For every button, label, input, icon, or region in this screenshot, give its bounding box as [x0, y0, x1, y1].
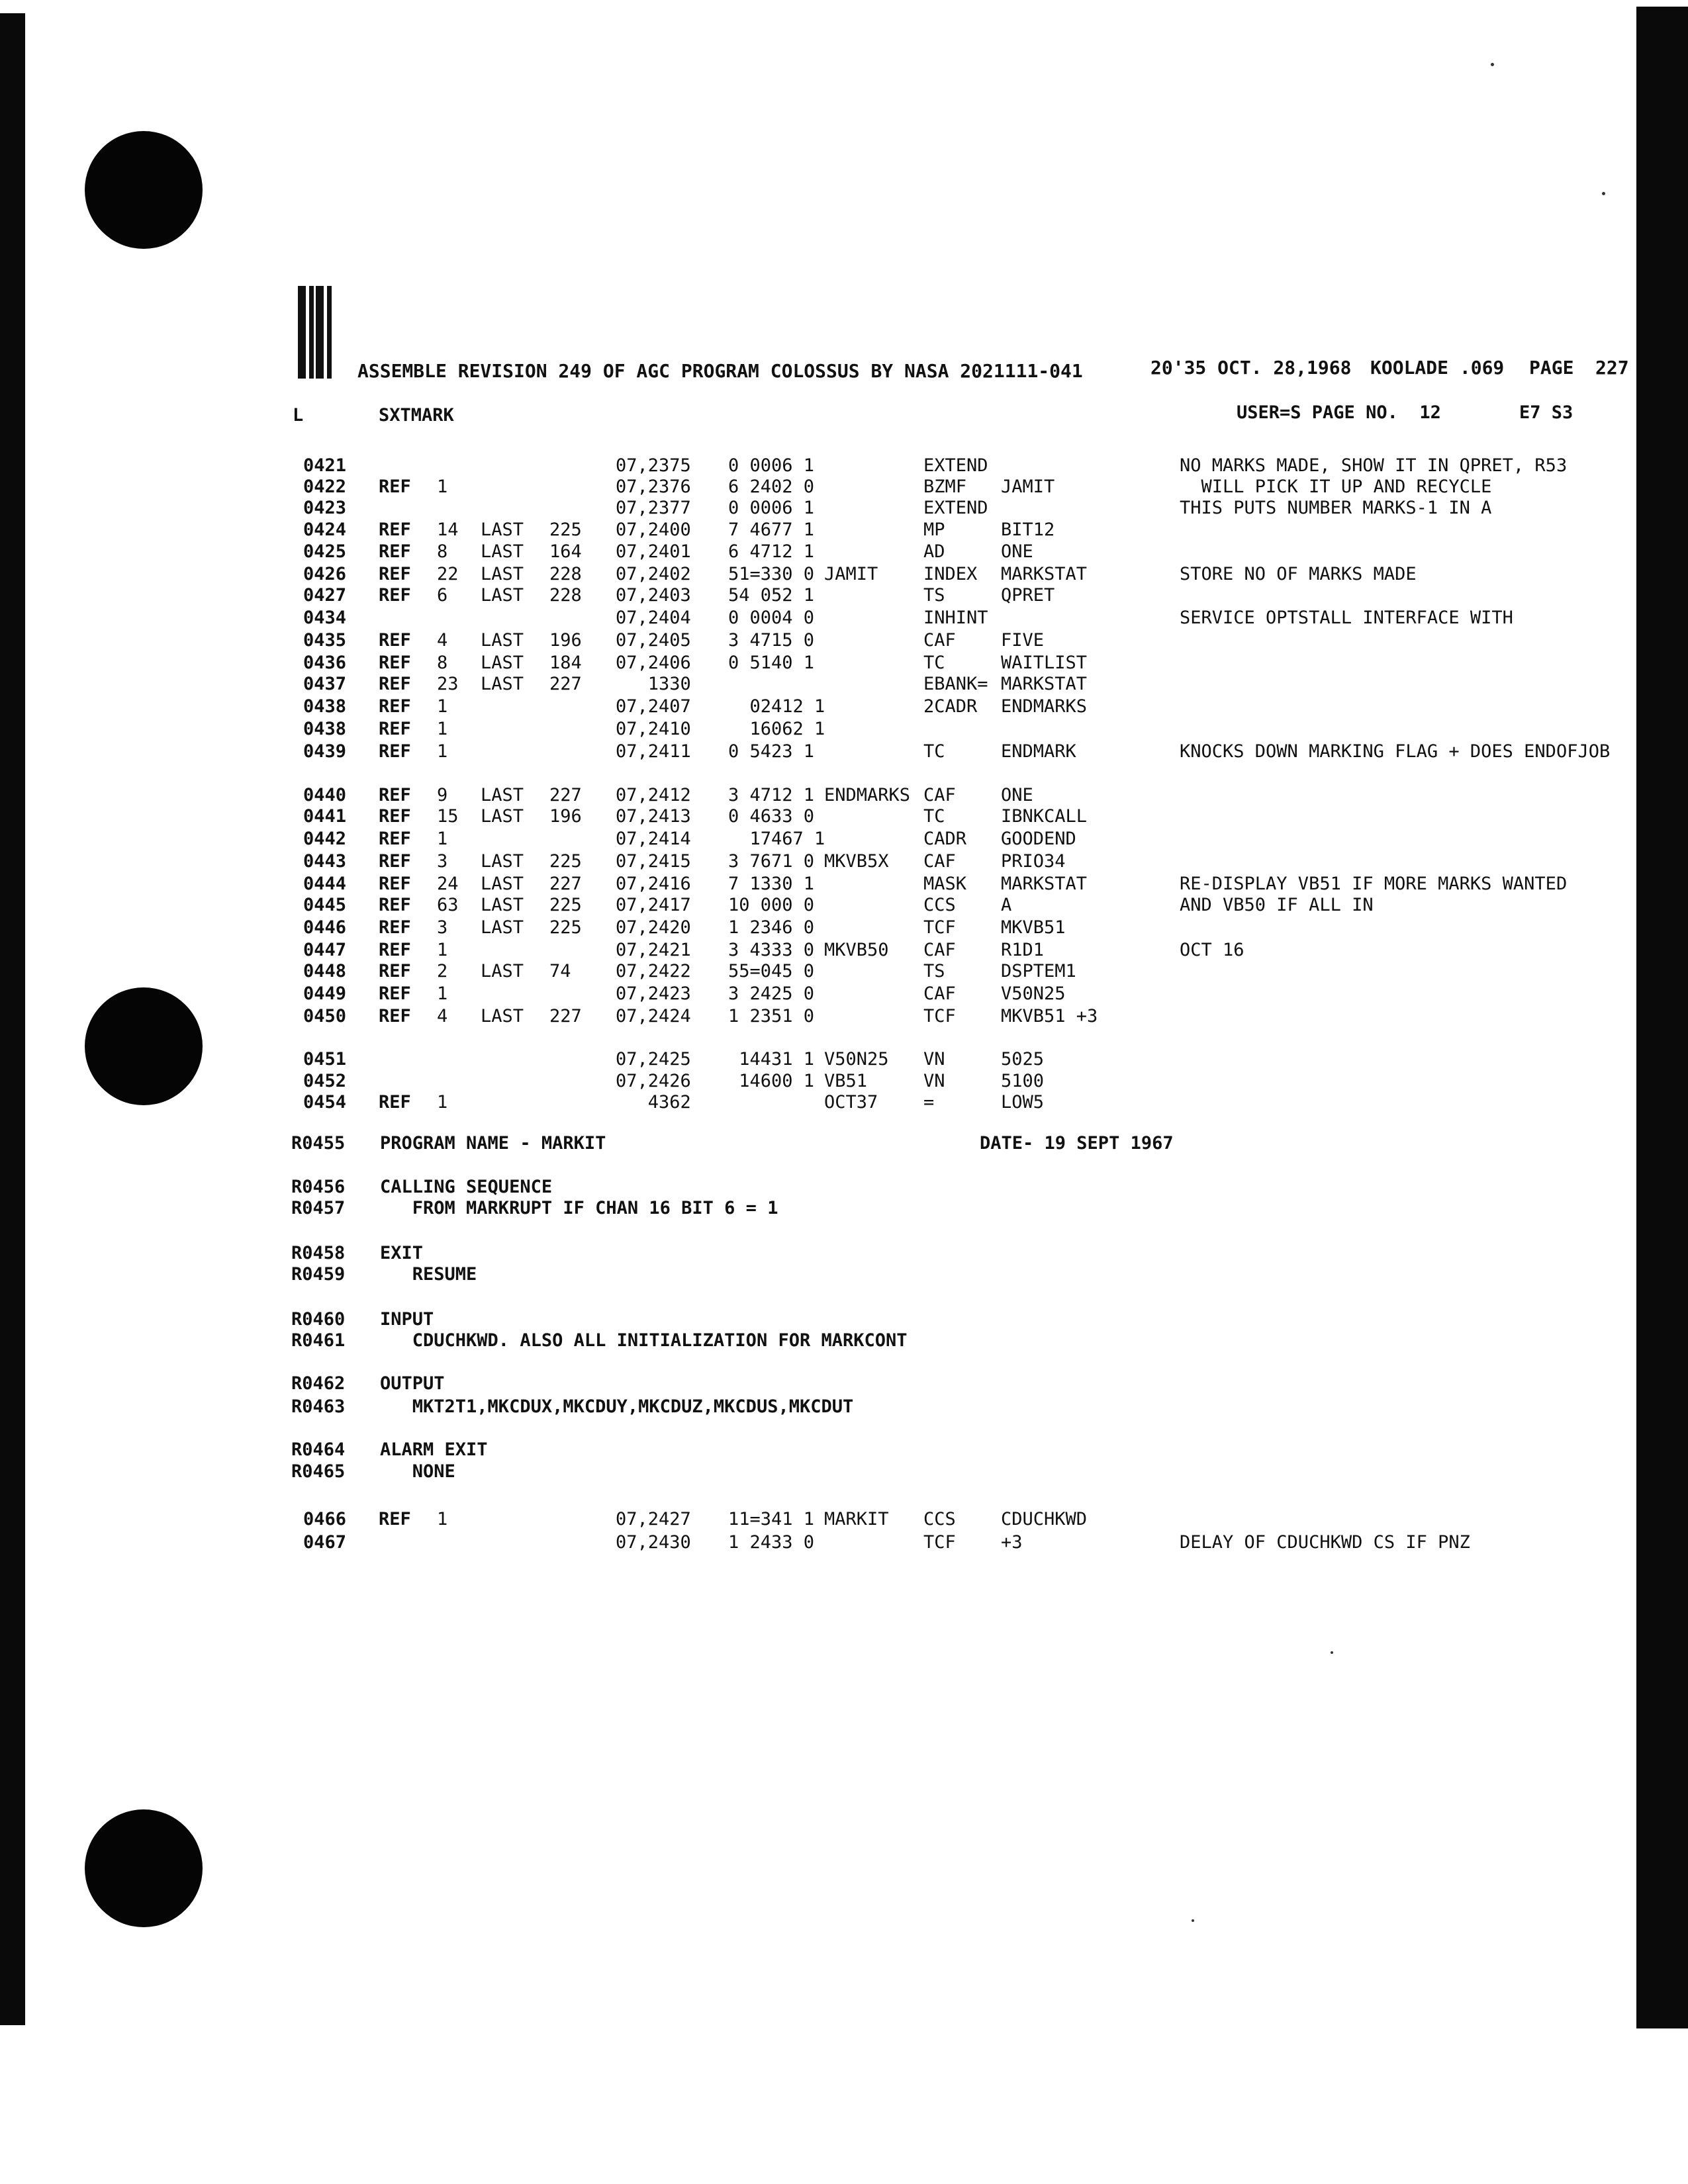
comment: DELAY OF CDUCHKWD CS IF PNZ	[1180, 1532, 1470, 1553]
address: 07,2407	[616, 696, 691, 717]
last-marker: LAST	[481, 630, 524, 651]
address: 07,2424	[616, 1006, 691, 1026]
octal-code: 17467 1	[728, 829, 825, 849]
last-page: 227	[549, 674, 582, 694]
last-marker: LAST	[481, 874, 524, 894]
operand: DSPTEM1	[1001, 961, 1076, 981]
left-scan-edge	[0, 13, 25, 2025]
operand: 5100	[1001, 1071, 1045, 1091]
opcode: CADR	[923, 829, 967, 849]
operand: MKVB51 +3	[1001, 1006, 1098, 1026]
operand: FIVE	[1001, 630, 1045, 651]
scan-speck	[1192, 1919, 1194, 1922]
doc-line-number: R0458	[291, 1243, 346, 1263]
line-number: 0435	[303, 630, 347, 651]
ref-count: 23	[437, 674, 459, 694]
address: 07,2414	[616, 829, 691, 849]
opcode: EXTEND	[923, 498, 988, 518]
address: 07,2421	[616, 940, 691, 960]
address: 07,2416	[616, 874, 691, 894]
line-number: 0421	[303, 455, 347, 476]
revision-label: ASSEMBLE REVISION 249 OF AGC PROGRAM COLOSSUS BY NASA 2021111-041	[357, 360, 1083, 382]
octal-code: 16062 1	[728, 719, 825, 739]
opcode: INDEX	[923, 564, 978, 584]
last-page: 228	[549, 585, 582, 606]
octal-code: 3 4712 1	[728, 785, 815, 805]
opcode: TCF	[923, 1532, 956, 1553]
ref-marker: REF	[379, 785, 411, 805]
last-marker: LAST	[481, 895, 524, 915]
doc-text: INPUT	[380, 1309, 434, 1330]
octal-code: 0 5140 1	[728, 653, 815, 673]
operand: CDUCHKWD	[1001, 1509, 1088, 1529]
timestamp: 20'35 OCT. 28,1968	[1150, 357, 1352, 379]
ref-count: 1	[437, 719, 448, 739]
doc-text: ALARM EXIT	[380, 1439, 488, 1460]
octal-code: 3 2425 0	[728, 983, 815, 1004]
line-number: 0441	[303, 806, 347, 827]
opcode: CAF	[923, 851, 956, 872]
line-number: 0445	[303, 895, 347, 915]
line-number: 0452	[303, 1071, 347, 1091]
ref-count: 22	[437, 564, 459, 584]
doc-text: RESUME	[380, 1264, 477, 1285]
scan-speck	[1491, 63, 1494, 66]
octal-code: 6 2402 0	[728, 477, 815, 497]
doc-line-number: R0463	[291, 1396, 346, 1417]
doc-line-number: R0462	[291, 1373, 346, 1394]
doc-date: DATE- 19 SEPT 1967	[980, 1133, 1174, 1154]
last-page: 196	[549, 806, 582, 827]
address: 07,2430	[616, 1532, 691, 1553]
address: 07,2411	[616, 741, 691, 762]
last-page: 227	[549, 1006, 582, 1026]
last-marker: LAST	[481, 674, 524, 694]
address: 07,2425	[616, 1049, 691, 1069]
operand: ONE	[1001, 785, 1033, 805]
ref-count: 1	[437, 696, 448, 717]
ref-count: 24	[437, 874, 459, 894]
page-label: PAGE	[1529, 357, 1574, 379]
octal-code: 3 7671 0	[728, 851, 815, 872]
last-page: 228	[549, 564, 582, 584]
last-page: 225	[549, 851, 582, 872]
octal-code: 7 4677 1	[728, 520, 815, 540]
last-page: 225	[549, 520, 582, 540]
doc-line-number: R0461	[291, 1330, 346, 1351]
ref-count: 1	[437, 1509, 448, 1529]
operand: ONE	[1001, 541, 1033, 562]
ref-count: 1	[437, 983, 448, 1004]
octal-code: 0 0006 1	[728, 498, 815, 518]
octal-code: 0 0004 0	[728, 608, 815, 628]
page-number: 227	[1595, 357, 1629, 379]
ref-marker: REF	[379, 1092, 411, 1113]
log-section-name: SXTMARK	[379, 405, 454, 426]
line-number: 0442	[303, 829, 347, 849]
last-marker: LAST	[481, 1006, 524, 1026]
address: 07,2376	[616, 477, 691, 497]
ref-marker: REF	[379, 940, 411, 960]
operand: ENDMARKS	[1001, 696, 1088, 717]
octal-code: 11=341 1	[728, 1509, 815, 1529]
last-marker: LAST	[481, 520, 524, 540]
address: 07,2375	[616, 455, 691, 476]
ref-marker: REF	[379, 874, 411, 894]
line-number: 0440	[303, 785, 347, 805]
last-page: 164	[549, 541, 582, 562]
ref-count: 9	[437, 785, 448, 805]
address: 07,2377	[616, 498, 691, 518]
address: 1330	[616, 674, 691, 694]
line-number: 0467	[303, 1532, 347, 1553]
ref-count: 3	[437, 851, 448, 872]
opcode: CCS	[923, 1509, 956, 1529]
line-number: 0466	[303, 1509, 347, 1529]
comment: THIS PUTS NUMBER MARKS-1 IN A	[1180, 498, 1492, 518]
octal-code: 51=330 0	[728, 564, 815, 584]
opcode: BZMF	[923, 477, 967, 497]
opcode: TC	[923, 806, 945, 827]
ref-marker: REF	[379, 696, 411, 717]
doc-line-number: R0459	[291, 1264, 346, 1285]
comment: WILL PICK IT UP AND RECYCLE	[1180, 477, 1492, 497]
address: 07,2404	[616, 608, 691, 628]
last-marker: LAST	[481, 585, 524, 606]
operand: A	[1001, 895, 1012, 915]
address: 07,2410	[616, 719, 691, 739]
opcode: CAF	[923, 785, 956, 805]
user-name: KOOLADE .069	[1370, 357, 1505, 379]
line-number: 0423	[303, 498, 347, 518]
opcode: TC	[923, 741, 945, 762]
ref-marker: REF	[379, 1509, 411, 1529]
operand: V50N25	[1001, 983, 1066, 1004]
opcode: CAF	[923, 630, 956, 651]
ref-count: 6	[437, 585, 448, 606]
opcode: EBANK=	[923, 674, 988, 694]
octal-code: 10 000 0	[728, 895, 815, 915]
doc-text: MKT2T1,MKCDUX,MKCDUY,MKCDUZ,MKCDUS,MKCDUT	[380, 1396, 854, 1417]
line-number: 0438	[303, 696, 347, 717]
scan-speck	[1331, 1651, 1333, 1654]
ref-marker: REF	[379, 630, 411, 651]
address: 07,2406	[616, 653, 691, 673]
opcode: TCF	[923, 1006, 956, 1026]
line-number: 0451	[303, 1049, 347, 1069]
last-marker: LAST	[481, 851, 524, 872]
barcode-mark	[298, 286, 334, 379]
ref-count: 1	[437, 477, 448, 497]
operand: JAMIT	[1001, 477, 1055, 497]
line-number: 0438	[303, 719, 347, 739]
ref-marker: REF	[379, 564, 411, 584]
line-number: 0439	[303, 741, 347, 762]
comment: NO MARKS MADE, SHOW IT IN QPRET, R53	[1180, 455, 1568, 476]
octal-code: 55=045 0	[728, 961, 815, 981]
comment: SERVICE OPTSTALL INTERFACE WITH	[1180, 608, 1513, 628]
ref-marker: REF	[379, 719, 411, 739]
operand: GOODEND	[1001, 829, 1076, 849]
doc-text: CDUCHKWD. ALSO ALL INITIALIZATION FOR MARKCONT	[380, 1330, 908, 1351]
octal-code: 14431 1	[728, 1049, 815, 1069]
ref-count: 1	[437, 1092, 448, 1113]
ref-marker: REF	[379, 585, 411, 606]
opcode: CAF	[923, 940, 956, 960]
line-number: 0443	[303, 851, 347, 872]
last-marker: LAST	[481, 785, 524, 805]
ref-marker: REF	[379, 961, 411, 981]
line-number: 0434	[303, 608, 347, 628]
symbol-label: V50N25	[824, 1049, 889, 1069]
symbol-label: VB51	[824, 1071, 868, 1091]
octal-code: 14600 1	[728, 1071, 815, 1091]
doc-line-number: R0455	[291, 1133, 346, 1154]
comment: AND VB50 IF ALL IN	[1180, 895, 1374, 915]
address: 07,2403	[616, 585, 691, 606]
opcode: INHINT	[923, 608, 988, 628]
ref-count: 3	[437, 917, 448, 938]
ref-count: 1	[437, 829, 448, 849]
address: 07,2427	[616, 1509, 691, 1529]
ref-count: 8	[437, 653, 448, 673]
last-marker: LAST	[481, 653, 524, 673]
opcode: CAF	[923, 983, 956, 1004]
doc-text: EXIT	[380, 1243, 424, 1263]
right-scan-edge	[1636, 7, 1688, 2028]
operand: PRIO34	[1001, 851, 1066, 872]
address: 4362	[616, 1092, 691, 1113]
address: 07,2422	[616, 961, 691, 981]
last-page: 227	[549, 785, 582, 805]
opcode: TS	[923, 961, 945, 981]
opcode: VN	[923, 1071, 945, 1091]
doc-line-number: R0464	[291, 1439, 346, 1460]
symbol-label: JAMIT	[824, 564, 878, 584]
last-marker: LAST	[481, 917, 524, 938]
operand: +3	[1001, 1532, 1023, 1553]
opcode: CCS	[923, 895, 956, 915]
octal-code: 0 0006 1	[728, 455, 815, 476]
line-number: 0447	[303, 940, 347, 960]
opcode: EXTEND	[923, 455, 988, 476]
operand: IBNKCALL	[1001, 806, 1088, 827]
symbol-label: MKVB5X	[824, 851, 889, 872]
comment: STORE NO OF MARKS MADE	[1180, 564, 1417, 584]
address: 07,2402	[616, 564, 691, 584]
last-page: 225	[549, 917, 582, 938]
last-page: 196	[549, 630, 582, 651]
opcode: TC	[923, 653, 945, 673]
ref-marker: REF	[379, 477, 411, 497]
ref-marker: REF	[379, 806, 411, 827]
octal-code: 54 052 1	[728, 585, 815, 606]
line-number: 0436	[303, 653, 347, 673]
revision-code: E7 S3	[1519, 402, 1573, 423]
symbol-label: ENDMARKS	[824, 785, 911, 805]
symbol-label: MARKIT	[824, 1509, 889, 1529]
doc-line-number: R0460	[291, 1309, 346, 1330]
address: 07,2401	[616, 541, 691, 562]
operand: MARKSTAT	[1001, 674, 1088, 694]
last-marker: LAST	[481, 961, 524, 981]
ref-marker: REF	[379, 741, 411, 762]
operand: MARKSTAT	[1001, 564, 1088, 584]
symbol-label: MKVB50	[824, 940, 889, 960]
operand: WAITLIST	[1001, 653, 1088, 673]
user-page-number: USER=S PAGE NO. 12	[1237, 402, 1441, 423]
opcode: =	[923, 1092, 935, 1113]
ref-count: 63	[437, 895, 459, 915]
opcode: VN	[923, 1049, 945, 1069]
address: 07,2412	[616, 785, 691, 805]
line-number: 0426	[303, 564, 347, 584]
ref-marker: REF	[379, 983, 411, 1004]
scan-speck	[1602, 192, 1605, 195]
doc-line-number: R0457	[291, 1198, 346, 1218]
punch-hole-top	[85, 131, 203, 249]
comment: OCT 16	[1180, 940, 1244, 960]
opcode: MP	[923, 520, 945, 540]
operand: MKVB51	[1001, 917, 1066, 938]
line-number: 0450	[303, 1006, 347, 1026]
ref-count: 4	[437, 1006, 448, 1026]
last-marker: LAST	[481, 564, 524, 584]
comment: RE-DISPLAY VB51 IF MORE MARKS WANTED	[1180, 874, 1568, 894]
operand: R1D1	[1001, 940, 1045, 960]
line-number: 0444	[303, 874, 347, 894]
operand: 5025	[1001, 1049, 1045, 1069]
listing-column-label: L	[293, 405, 304, 426]
ref-count: 4	[437, 630, 448, 651]
ref-count: 8	[437, 541, 448, 562]
line-number: 0437	[303, 674, 347, 694]
ref-marker: REF	[379, 829, 411, 849]
octal-code: 3 4333 0	[728, 940, 815, 960]
line-number: 0424	[303, 520, 347, 540]
doc-text: FROM MARKRUPT IF CHAN 16 BIT 6 = 1	[380, 1198, 778, 1218]
ref-marker: REF	[379, 674, 411, 694]
ref-marker: REF	[379, 895, 411, 915]
ref-count: 14	[437, 520, 459, 540]
line-number: 0422	[303, 477, 347, 497]
opcode: TCF	[923, 917, 956, 938]
doc-text: NONE	[380, 1461, 455, 1482]
octal-code: 1 2351 0	[728, 1006, 815, 1026]
punch-hole-bottom	[85, 1809, 203, 1927]
octal-code: 7 1330 1	[728, 874, 815, 894]
doc-line-number: R0465	[291, 1461, 346, 1482]
last-page: 227	[549, 874, 582, 894]
octal-code: 3 4715 0	[728, 630, 815, 651]
ref-marker: REF	[379, 917, 411, 938]
address: 07,2426	[616, 1071, 691, 1091]
ref-marker: REF	[379, 653, 411, 673]
address: 07,2400	[616, 520, 691, 540]
ref-marker: REF	[379, 1006, 411, 1026]
line-number: 0449	[303, 983, 347, 1004]
line-number: 0454	[303, 1092, 347, 1113]
last-marker: LAST	[481, 541, 524, 562]
comment: KNOCKS DOWN MARKING FLAG + DOES ENDOFJOB	[1180, 741, 1611, 762]
opcode: TS	[923, 585, 945, 606]
ref-marker: REF	[379, 851, 411, 872]
address: 07,2405	[616, 630, 691, 651]
octal-code: 02412 1	[728, 696, 825, 717]
doc-text: CALLING SEQUENCE	[380, 1177, 553, 1197]
address: 07,2417	[616, 895, 691, 915]
opcode: AD	[923, 541, 945, 562]
opcode: MASK	[923, 874, 967, 894]
line-number: 0446	[303, 917, 347, 938]
line-number: 0427	[303, 585, 347, 606]
ref-count: 15	[437, 806, 459, 827]
punch-hole-middle	[85, 987, 203, 1105]
line-number: 0425	[303, 541, 347, 562]
operand: BIT12	[1001, 520, 1055, 540]
octal-code: 1 2433 0	[728, 1532, 815, 1553]
line-number: 0448	[303, 961, 347, 981]
doc-line-number: R0456	[291, 1177, 346, 1197]
last-page: 225	[549, 895, 582, 915]
ref-count: 1	[437, 741, 448, 762]
last-marker: LAST	[481, 806, 524, 827]
doc-text: OUTPUT	[380, 1373, 445, 1394]
ref-count: 1	[437, 940, 448, 960]
ref-count: 2	[437, 961, 448, 981]
octal-code: 0 5423 1	[728, 741, 815, 762]
last-page: 184	[549, 653, 582, 673]
operand: LOW5	[1001, 1092, 1045, 1113]
doc-text: PROGRAM NAME - MARKIT	[380, 1133, 606, 1154]
octal-code: 0 4633 0	[728, 806, 815, 827]
operand: QPRET	[1001, 585, 1055, 606]
octal-code: 6 4712 1	[728, 541, 815, 562]
address: 07,2415	[616, 851, 691, 872]
operand: ENDMARK	[1001, 741, 1076, 762]
last-page: 74	[549, 961, 571, 981]
octal-code: 1 2346 0	[728, 917, 815, 938]
operand: MARKSTAT	[1001, 874, 1088, 894]
address: 07,2420	[616, 917, 691, 938]
opcode: 2CADR	[923, 696, 978, 717]
symbol-label: OCT37	[824, 1092, 878, 1113]
ref-marker: REF	[379, 541, 411, 562]
ref-marker: REF	[379, 520, 411, 540]
address: 07,2423	[616, 983, 691, 1004]
address: 07,2413	[616, 806, 691, 827]
